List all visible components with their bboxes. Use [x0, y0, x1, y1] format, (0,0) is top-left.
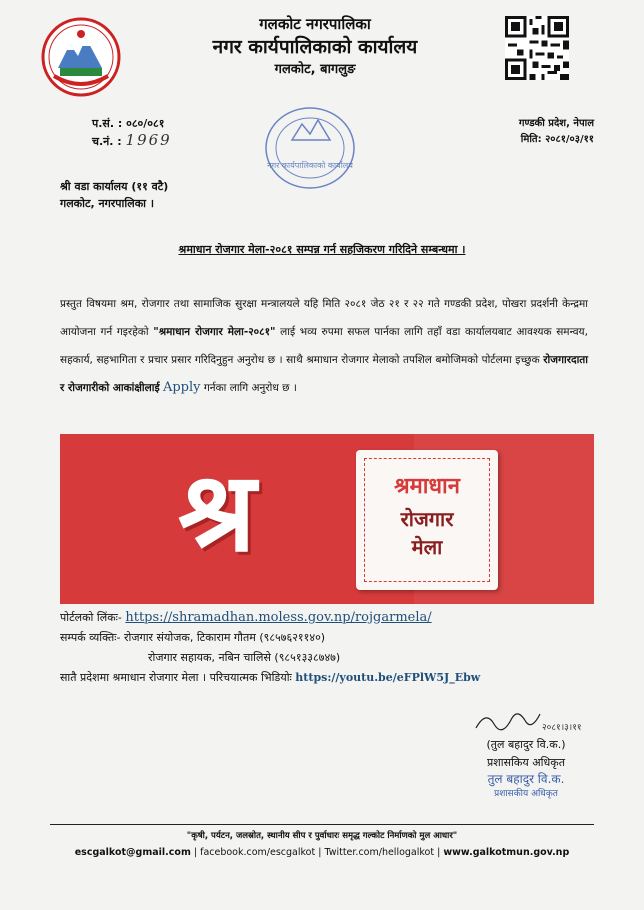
stamp-title: प्रशासकीय अधिकृत — [494, 789, 558, 799]
name-stamp — [456, 772, 596, 802]
footer-website[interactable]: www.galkotmun.gov.np — [443, 847, 570, 858]
cn-handwritten-value: 1969 — [125, 131, 172, 149]
signature-icon — [456, 700, 596, 736]
qr-code-icon — [505, 16, 569, 80]
contact-person2: रोजगार सहायक, नबिन चालिसे (९८५१३३८७४७) — [148, 651, 341, 664]
footer-divider — [50, 824, 594, 825]
video-label: सातै प्रदेशमा श्रमाधान रोजगार मेला । परिचयात्मक भिडियोः — [60, 671, 292, 684]
office-name: नगर कार्यपालिकाको कार्यालय — [212, 36, 418, 58]
letterhead — [150, 14, 480, 80]
footer-motto: "कृषी, पर्यटन, जलस्रोत, स्थानीय सीप र पुर्वाधारः समृद्ध गल्कोट निर्माणको मुल आधार" — [186, 831, 458, 841]
contact-person-line — [60, 628, 600, 648]
signature-scrawl — [456, 700, 596, 736]
banner-title2: रोजगार — [400, 507, 454, 531]
body-part3: गर्नका लागि अनुरोध छ । — [200, 382, 297, 394]
contact-person-label: सम्पर्क व्यक्तिः- — [60, 631, 121, 644]
signature-date: २०८१।३।११ — [542, 723, 582, 733]
signature-block — [456, 700, 596, 802]
portal-line — [60, 608, 600, 628]
portal-link[interactable]: https://shramadhan.moless.gov.np/rojgarmela/ — [125, 610, 432, 625]
reference-numbers — [92, 116, 172, 150]
body-part1: प्रस्तुत विषयमा श्रम, रोजगार तथा सामाजिक सुरक्षा मन्त्रालयले यहि मिति २०८१ जेठ २१ र २२ गते गण्डकी प्रदेश, पोखरा प्रदर्शनी केन्द्रमा आयोजना गर्न गइरहेको — [60, 298, 588, 338]
recipient-line1: श्री वडा कार्यालय (११ वटै) — [60, 180, 169, 193]
contact-person1: रोजगार संयोजक, टिकाराम गौतम (९८५७६२११४०) — [124, 631, 326, 644]
video-line — [60, 668, 600, 688]
footer-twitter[interactable]: Twitter.com/hellogalkot — [324, 847, 435, 858]
body-bold-event: "श्रमाधान रोजगार मेला-२०८१" — [153, 326, 276, 338]
office-stamp-icon — [262, 104, 358, 192]
letter-subject: श्रमाधान रोजगार मेला-२०८१ सम्पन्न गर्न सहजिकरण गरिदिने सम्बन्धमा । — [178, 243, 466, 256]
footer-email[interactable]: escgalkot@gmail.com — [74, 847, 191, 858]
cn-label: च.नं. : — [92, 135, 122, 148]
letter-body — [60, 290, 588, 402]
video-link[interactable]: https://youtu.be/eFPlW5J_Ebw — [295, 671, 481, 684]
banner-glyph: श्र — [178, 447, 256, 576]
cn-number — [92, 132, 172, 150]
signatory-name: (तुल बहादुर वि.क.) — [486, 738, 566, 751]
portal-label: पोर्टलको लिंकः- — [60, 611, 122, 624]
office-location: गलकोट, बागलुङ — [274, 62, 356, 77]
recipient-address — [60, 178, 168, 212]
province-date — [519, 116, 594, 148]
footer-contacts: escgalkot@gmail.com | facebook.com/escgalkot | Twitter.com/hellogalkot | www.galkotmun.gov.np — [74, 847, 570, 858]
banner-title3: मेला — [411, 535, 443, 559]
ps-number: प.सं. : ०८०/०८१ — [92, 117, 165, 130]
apply-text: Apply — [162, 380, 201, 395]
municipality-name: गलकोट नगरपालिका — [259, 15, 371, 33]
stamp-text: नगर कार्यपालिकाको कार्यालय — [267, 161, 353, 170]
banner-title1: श्रमाधान — [394, 474, 460, 499]
contact-section — [60, 608, 600, 688]
banner-card — [356, 450, 498, 590]
nepal-emblem-icon — [40, 16, 122, 98]
body-part2: लाई भव्य रुपमा सफल पार्नका लागि तहाँ वडा कार्यालयबाट आवश्यक समन्वय, सहकार्य, सहभागिता र प्रचार प्रसार गरिदिनुहुन अनुरोध छ । साथै श्रमाधान रोजगार मेलाको तपशिल बमोजिमको पोर्टलमा इच्छुक — [60, 326, 588, 366]
event-banner — [60, 434, 594, 604]
body-bold-applicants: रोजगारदाता र रोजगारीको आकांक्षीलाई — [60, 354, 588, 394]
footer-facebook[interactable]: facebook.com/escgalkot — [200, 847, 316, 858]
recipient-line2: गलकोट, नगरपालिका । — [60, 197, 154, 210]
stamp-name: तुल बहादुर वि.क. — [487, 772, 565, 786]
letter-date: मिति: २०८१/०३/११ — [520, 134, 594, 145]
signatory-title: प्रशासकिय अधिकृत — [487, 756, 565, 769]
province: गण्डकी प्रदेश, नेपाल — [518, 118, 594, 129]
